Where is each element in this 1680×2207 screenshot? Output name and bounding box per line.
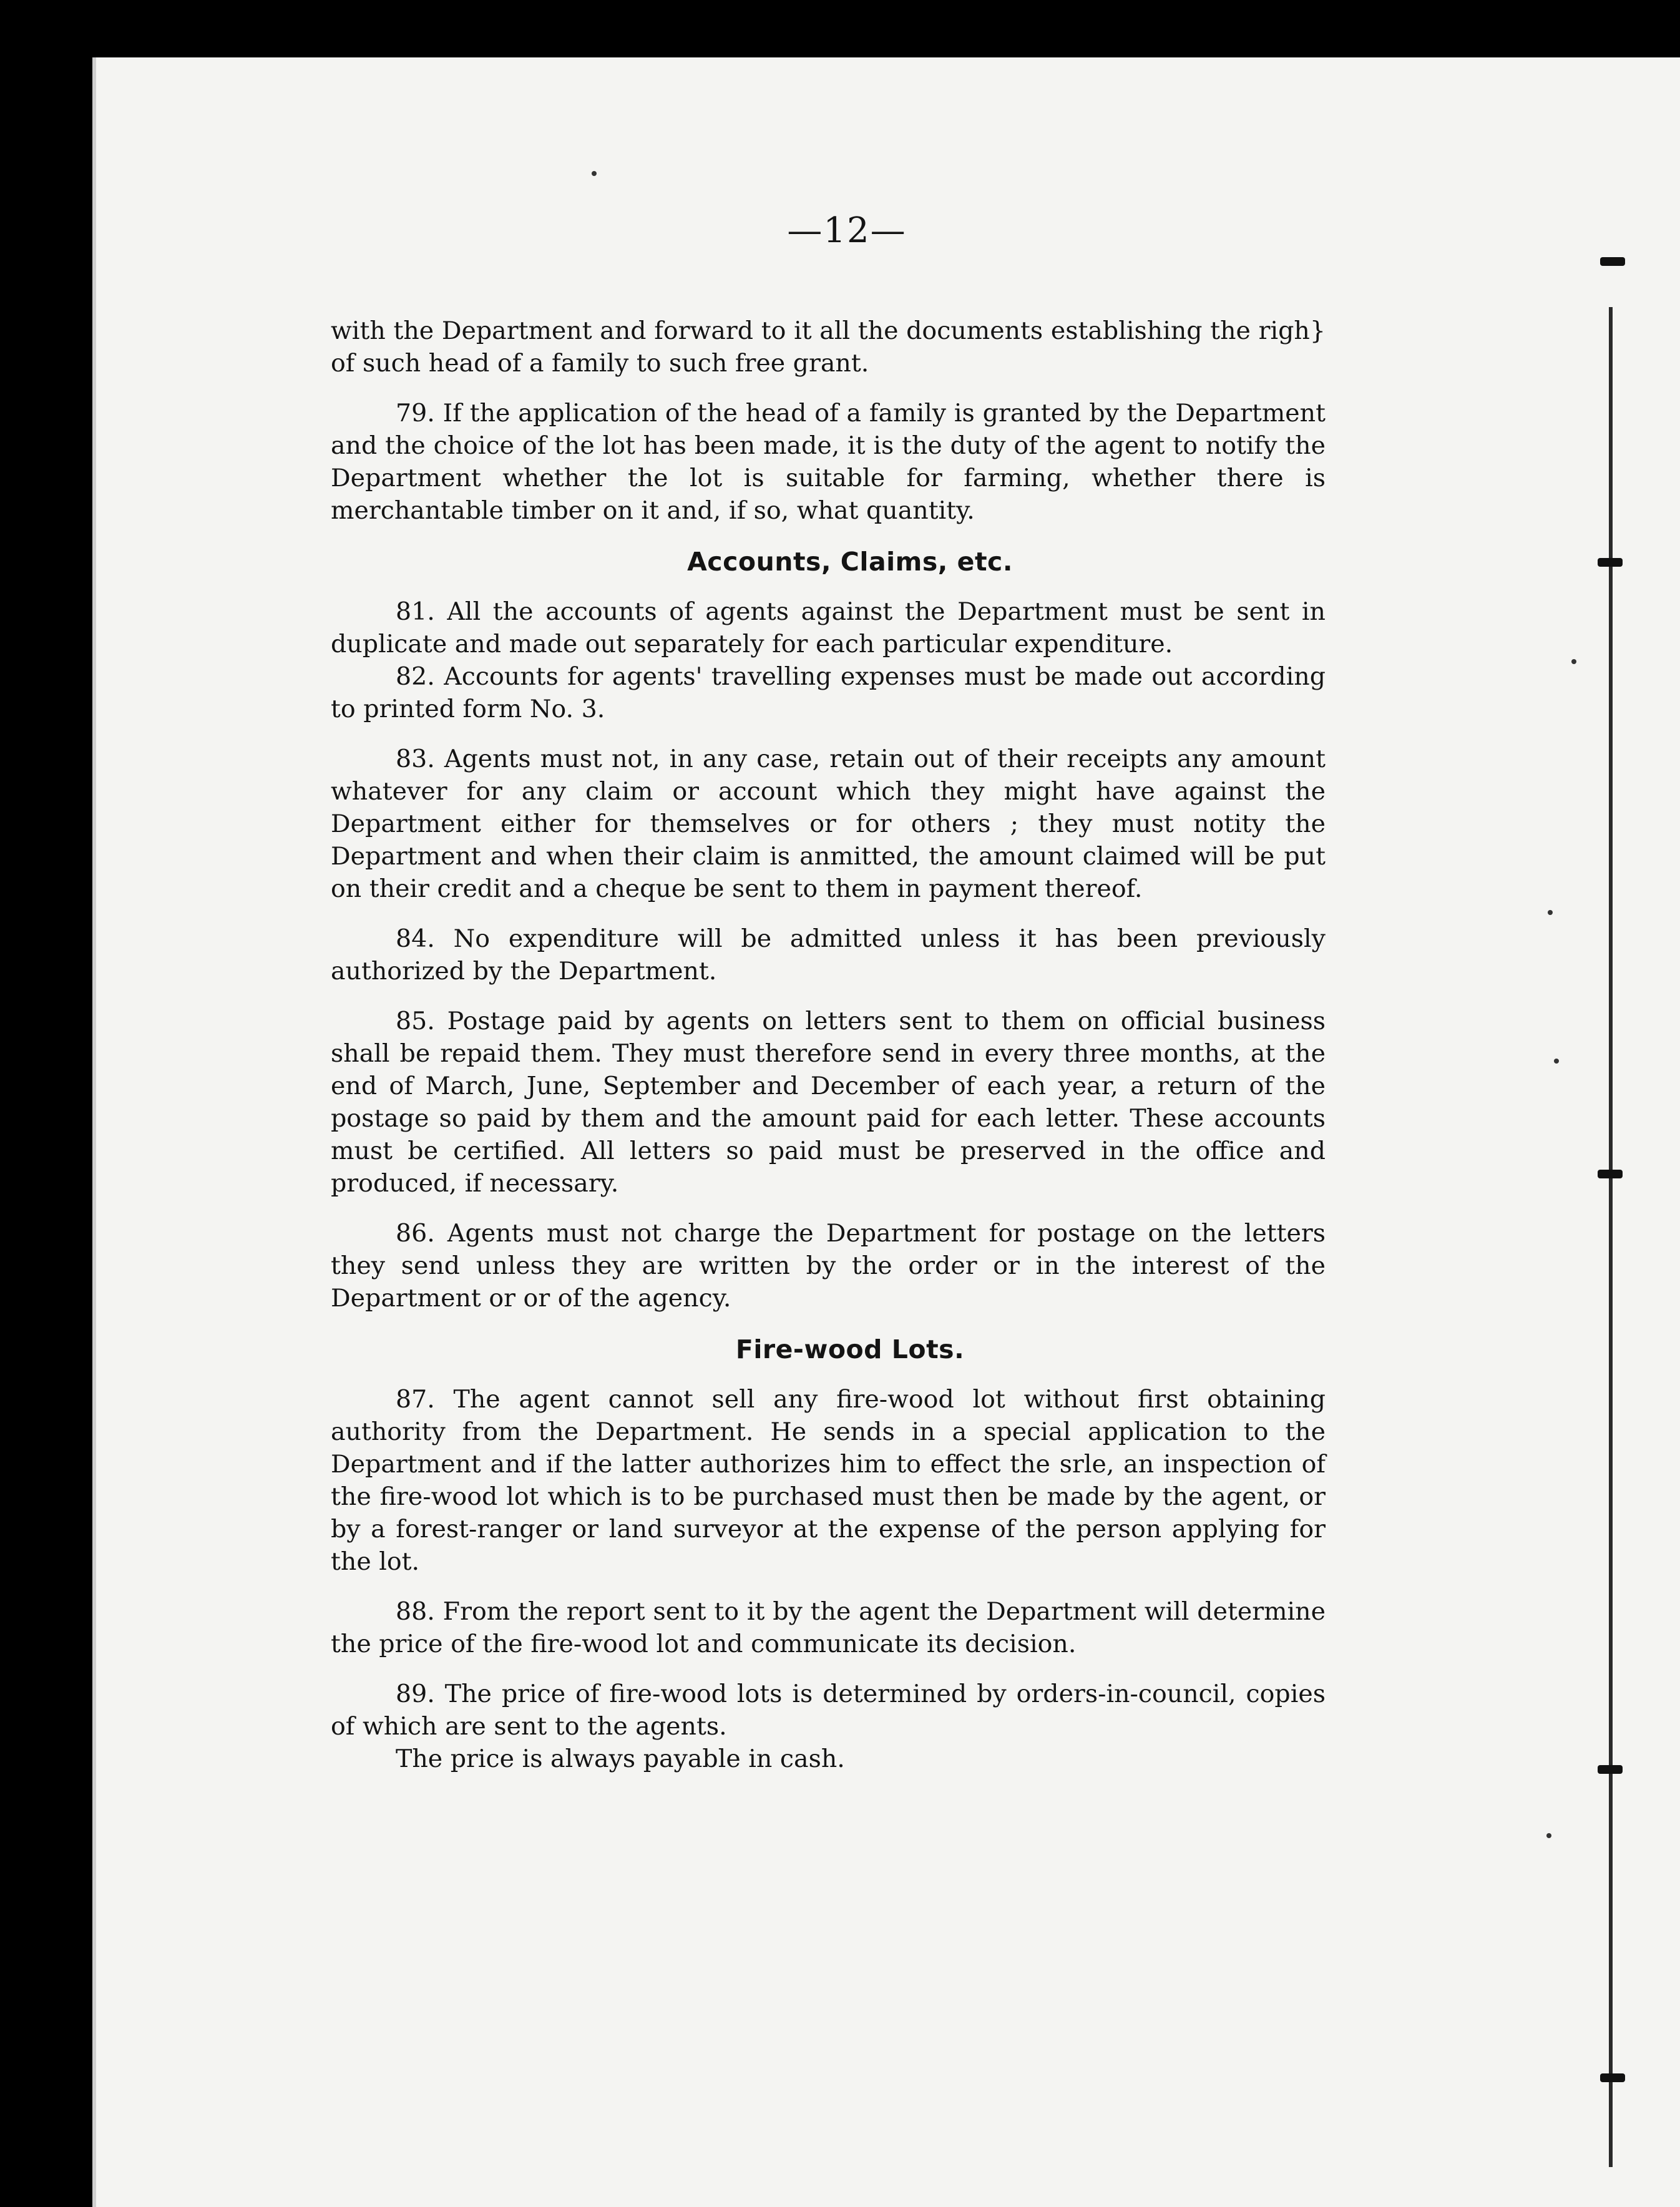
paragraph-81: 81. All the accounts of agents against the Department must be sent in duplicate and made out separately for each particular expenditure. xyxy=(331,597,1326,658)
binding-stitch xyxy=(1600,257,1625,266)
binding-stitch xyxy=(1600,2073,1625,2082)
binding-edge xyxy=(1609,307,1613,2167)
paragraph-82: 82. Accounts for agents' travelling expenses must be made out according to printed form No. 3. xyxy=(331,662,1326,723)
paragraph-88: 88. From the report sent to it by the agent the Department will determine the price of the fire-wood lot and communicate its decision. xyxy=(331,1597,1326,1658)
section-heading-firewood: Fire-wood Lots. xyxy=(735,1334,965,1364)
paragraph-84: 84. No expenditure will be admitted unless it has been previously authorized by the Department. xyxy=(331,924,1326,986)
scan-speck xyxy=(1571,659,1576,664)
scan-speck xyxy=(1546,1833,1551,1838)
page-number: —12— xyxy=(787,210,907,251)
binding-stitch xyxy=(1598,558,1623,567)
paragraph-continuation: with the Department and forward to it all the documents establishing the righ} of such head of a family to such free grant. xyxy=(331,316,1326,378)
scan-speck xyxy=(1554,1059,1559,1064)
scan-speck xyxy=(592,171,597,176)
document-text xyxy=(331,212,1326,1775)
scan-speck xyxy=(1548,910,1553,915)
paragraph-87: 87. The agent cannot sell any fire-wood lot without first obtaining authority from the Department. He sends in a special application to the Department and if the latter authorizes him to effect the srle, an inspection of the fire-wood lot which is to be purchased must then be made by the agent, or by a forest-ranger or land surveyor at the expense of the person applying for the lot. xyxy=(331,1385,1326,1576)
paragraph-86: 86. Agents must not charge the Department for postage on the letters they send unless they are written by the order or in the interest of the Department or or of the agency. xyxy=(331,1219,1326,1313)
paragraph-cash-note: The price is always payable in cash. xyxy=(396,1745,845,1773)
section-heading-accounts: Accounts, Claims, etc. xyxy=(687,547,1013,577)
paragraph-79: 79. If the application of the head of a family is granted by the Department and the choice of the lot has been made, it is the duty of the agent to notify the Department whether the lot is suitable for farming, whether there is merchantable timber on it and, if so, what quantity. xyxy=(331,399,1326,525)
binding-stitch xyxy=(1598,1765,1623,1774)
paragraph-83: 83. Agents must not, in any case, retain out of their receipts any amount whatever for any claim or account which they might have against the Department either for themselves or for others ; they must notity the Department and when their claim is anmitted, the amount claimed will be put on their credit and a cheque be sent to them in payment thereof. xyxy=(331,745,1326,903)
binding-stitch xyxy=(1598,1170,1623,1178)
paragraph-85: 85. Postage paid by agents on letters sent to them on official business shall be repaid them. They must therefore send in every three months, at the end of March, June, September and December of each year, a return of the postage so paid by them and the amount paid for each letter. These accounts must be certified. All letters so paid must be preserved in the office and produced, if necessary. xyxy=(331,1007,1326,1198)
paragraph-89: 89. The price of fire-wood lots is determined by orders-in-council, copies of which are sent to the agents. xyxy=(331,1680,1326,1741)
